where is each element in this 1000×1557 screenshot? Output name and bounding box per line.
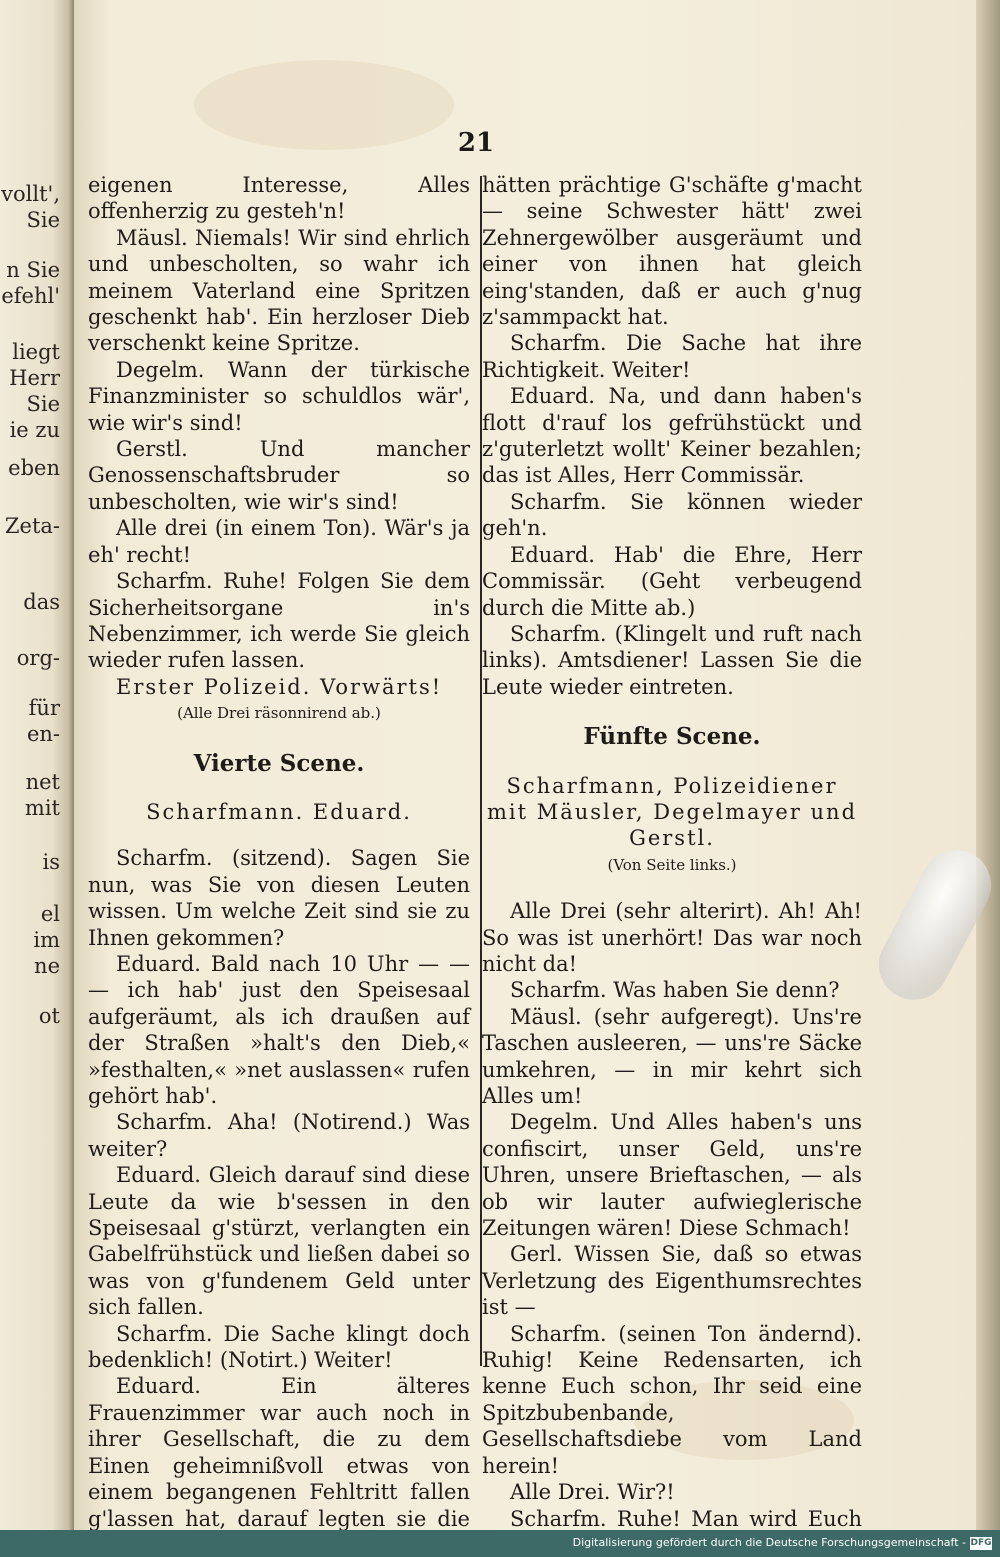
dialogue-paragraph: Erster Polizeid. Vorwärts! [116, 674, 443, 699]
margin-fragment: Sie [26, 392, 60, 416]
dialogue-paragraph: Scharfm. Die Sache hat ihre Richtigkeit. Weiter! [482, 331, 862, 382]
margin-fragment: el [40, 902, 60, 926]
digitization-footer [0, 1530, 1000, 1557]
dialogue-paragraph: Eduard. Bald nach 10 Uhr — — — ich hab' just den Speisesaal aufgeräumt, als ich draußen auf der Straßen »halt's den Dieb,« »festhalten,« »net auslassen« rufen gehört hab'. [88, 951, 470, 1108]
dialogue-paragraph: Mäusl. Niemals! Wir sind ehrlich und unbescholten, so wahr ich meinem Vaterland eine Spritzen geschenkt hab'. Ein herzloser Dieb verschenkt keine Spritze. [88, 225, 470, 356]
dialogue-paragraph: Scharfm. Die Sache klingt doch bedenklich! (Notirt.) Weiter! [88, 1321, 470, 1373]
dialogue-paragraph: Scharfm. (Klingelt und ruft nach links). Amtsdiener! Lassen Sie die Leute wieder eintreten. [482, 621, 862, 699]
margin-fragment: ne [34, 954, 60, 978]
page-number: 21 [457, 128, 495, 158]
margin-fragment: is [42, 850, 60, 874]
dialogue-paragraph: Eduard. Na, und dann haben's flott d'rauf los gefrühstückt und z'guterletzt wollt' Keiner bezahlen; das ist Alles, Herr Commissär. [482, 384, 862, 488]
dialogue-paragraph: Eduard. Hab' die Ehre, Herr Commissär. (Geht verbeugend durch die Mitte ab.) [482, 542, 862, 620]
dialogue-paragraph: Gerstl. Und mancher Genossenschaftsbruder so unbescholten, wie wir's sind! [88, 437, 470, 514]
margin-fragment: Herr [9, 366, 60, 390]
dialogue-paragraph: Scharfm. Ruhe! Man wird Euch [510, 1506, 862, 1530]
margin-fragment: en- [26, 722, 60, 746]
margin-fragment: das [23, 590, 60, 614]
paper-stain [194, 60, 454, 150]
dialogue-paragraph: Mäusl. (sehr aufgeregt). Uns're Taschen ausleeren, — uns're Säcke umkehren, — in mir kehrt sich Alles um! [482, 1004, 862, 1108]
right-text-column [482, 172, 862, 1530]
dialogue-paragraph: Gerl. Wissen Sie, daß so etwas Verletzung des Eigenthumsrechtes ist — [482, 1242, 862, 1320]
dialogue-paragraph: Degelm. Und Alles haben's uns confiscirt, unser Geld, uns're Uhren, unsere Brieftaschen, — als ob wir lauter aufwieglerische Zeitungen wären! Diese Schmach! [482, 1110, 862, 1241]
dialogue-paragraph: Alle Drei (sehr alterirt). Ah! Ah! So was ist unerhört! Das war noch nicht da! [482, 899, 862, 976]
spacer [88, 825, 470, 845]
previous-page-edge [0, 0, 74, 1530]
scene-heading: Fünfte Scene. [583, 723, 761, 751]
margin-fragment: net [25, 770, 60, 794]
margin-fragment: efehl' [1, 284, 60, 308]
margin-fragment: org- [16, 646, 60, 670]
margin-fragment: liegt [12, 340, 60, 364]
dialogue-paragraph: Scharfm. (seinen Ton ändernd). Ruhig! Keine Redensarten, ich kenne Euch schon, Ihr seid eine Spitzbubenbande, Gesellschaftsdiebe vom Land herein! [482, 1321, 862, 1478]
text-paragraph: eigenen Interesse, Alles offenherzig zu gesteh'n! [88, 173, 470, 224]
margin-fragment: Zeta- [4, 514, 60, 538]
dialogue-paragraph: Scharfm. Ruhe! Folgen Sie dem Sicherheitsorgane in's Nebenzimmer, ich werde Sie gleich wieder rufen lassen. [88, 569, 470, 673]
margin-fragment: mit [24, 796, 60, 820]
dialogue-paragraph: Scharfm. (sitzend). Sagen Sie nun, was Sie von diesen Leuten wissen. Um welche Zeit sind sie zu Ihnen gekommen? [88, 846, 470, 950]
margin-fragment: ie zu [9, 418, 60, 442]
scene-heading: Vierte Scene. [193, 749, 365, 777]
margin-fragment: n Sie [6, 258, 60, 282]
funding-notice: Digitalisierung gefördert durch die Deutsche Forschungsgemeinschaft - [572, 1536, 966, 1549]
margin-fragment: vollt', [1, 182, 60, 206]
text-paragraph: hätten prächtige G'schäfte g'macht — seine Schwester hätt' zwei Zehnergewölber ausgeräumt und einer von ihnen hat gleich eing'standen, daß er auch g'nug z'sammpackt hat. [482, 173, 862, 330]
spacer [482, 878, 862, 898]
dialogue-paragraph: Scharfm. Aha! (Notirend.) Was weiter? [88, 1110, 470, 1161]
margin-fragment: ot [38, 1004, 60, 1028]
dialogue-paragraph: Alle drei (in einem Ton). Wär's ja eh' recht! [88, 516, 470, 567]
margin-fragment: Sie [26, 208, 60, 232]
stage-direction: (Alle Drei räsonnirend ab.) [177, 704, 381, 723]
scene-cast: Scharfmann. Eduard. [146, 799, 412, 824]
dialogue-paragraph: Scharfm. Was haben Sie denn? [510, 978, 840, 1003]
dialogue-paragraph: Degelm. Wann der türkische Finanzminister so schuldlos wär', wie wir's sind! [88, 357, 470, 435]
margin-fragment: für [28, 696, 60, 720]
margin-fragment: eben [8, 456, 60, 480]
page-edge-shadow [976, 0, 1000, 1530]
scene-cast: Scharfmann, Polizeidiener mit Mäusler, Degelmayer und Gerstl. [486, 773, 858, 851]
left-text-column [88, 172, 470, 1530]
dialogue-paragraph: Scharfm. Sie können wieder geh'n. [482, 489, 862, 541]
dialogue-paragraph: Eduard. Ein älteres Frauenzimmer war auch noch in ihrer Gesellschaft, die zu dem Einen geheimnißvoll etwas von einem begangenen Fehltritt fallen g'lassen hat, darauf legten sie die [88, 1374, 470, 1530]
dialogue-paragraph: Alle Drei. Wir?! [510, 1480, 675, 1505]
dfg-logo: DFG [970, 1538, 992, 1548]
stage-direction: (Von Seite links.) [607, 855, 737, 874]
margin-fragment: im [33, 928, 60, 952]
dialogue-paragraph: Eduard. Gleich darauf sind diese Leute da wie b'sessen in den Speisesaal g'stürzt, verlangten ein Gabelfrühstück und ließen dabei so was von g'fundenem Geld unter sich fallen. [88, 1163, 470, 1320]
